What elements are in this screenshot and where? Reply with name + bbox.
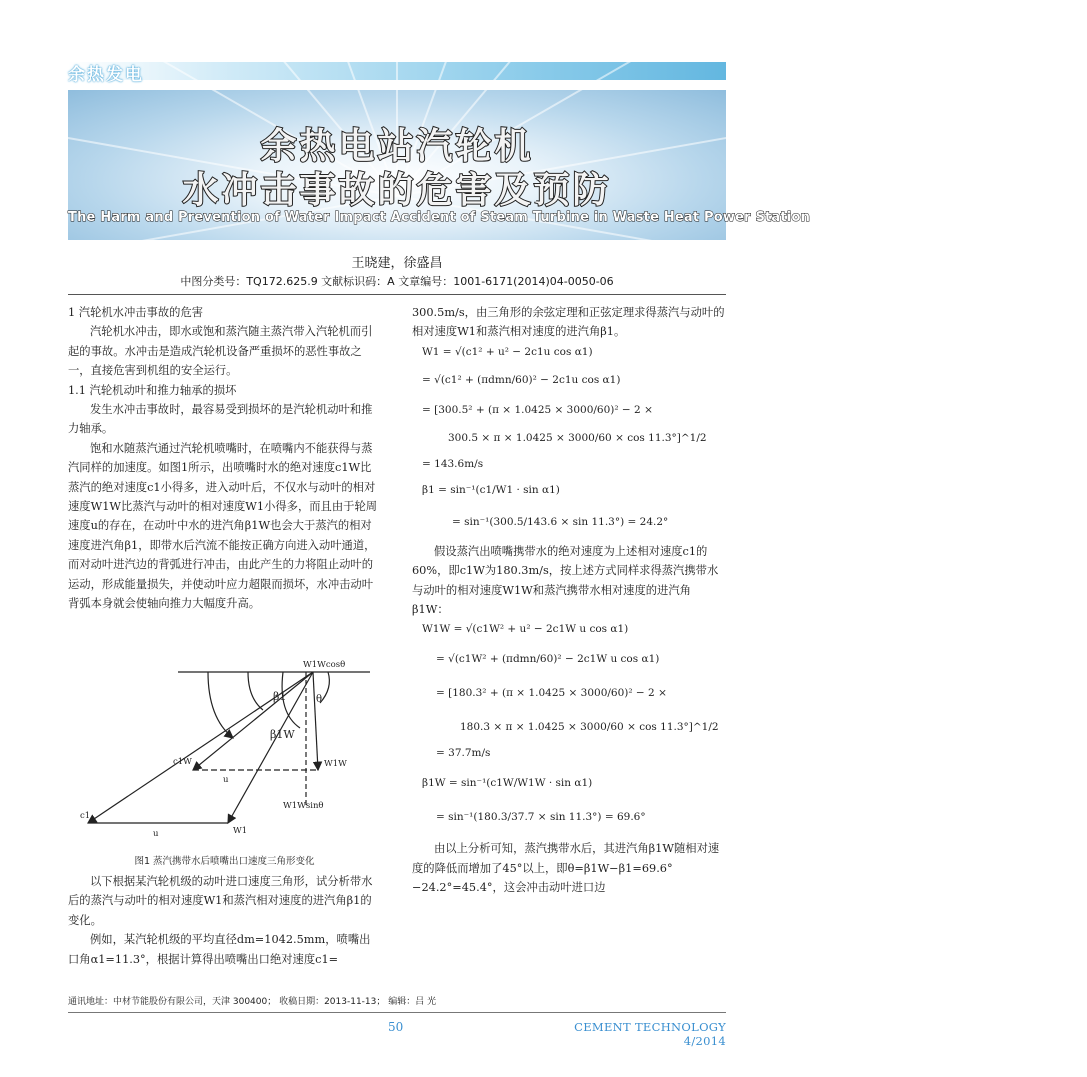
paragraph-4: 以下根据某汽轮机级的动叶进口速度三角形，试分析带水后的蒸汽与动叶的相对速度W1和蒸汽相对速度的进汽角β1的变化。 <box>68 875 373 927</box>
equation-w1w-numeric-a: = [180.3² + (π × 1.0425 × 3000/60)² − 2 × <box>436 687 667 700</box>
equation-w1w-expanded: = √(c1W² + (πdmn/60)² − 2c1W u cos α1) <box>436 653 660 666</box>
equation-w1w: W1W = √(c1W² + u² − 2c1W u cos α1) <box>422 623 629 636</box>
authors: 王晓建，徐盛昌 <box>351 256 443 271</box>
label-sin: W1Wsinθ <box>283 801 324 811</box>
left-column-top <box>68 303 381 614</box>
label-u-mid: u <box>223 775 229 785</box>
left-column-bottom <box>68 872 381 969</box>
section-heading-1: 1 汽轮机水冲击事故的危害 <box>68 306 204 319</box>
equation-beta1w-result: = sin⁻¹(180.3/37.7 × sin 11.3°) = 69.6° <box>436 811 646 824</box>
title-line-1: 余热电站汽轮机 <box>260 126 534 167</box>
classification-meta: 中图分类号：TQ172.625.9 文献标识码：A 文章编号：1001-6171(2014)04-0050-06 <box>180 275 614 288</box>
paragraph-5: 例如，某汽轮机级的平均直径dm=1042.5mm，喷嘴出口角α1=11.3°，根据计算得出喷嘴出口绝对速度c1= <box>68 933 371 966</box>
section-label: 余热发电 <box>68 65 144 85</box>
equation-beta1: β1 = sin⁻¹(c1/W1 · sin α1) <box>422 483 560 496</box>
equation-w1-numeric-b: 300.5 × π × 1.0425 × 3000/60 × cos 11.3°]^1/2 <box>448 431 707 444</box>
journal-name: CEMENT TECHNOLOGY 4/2014 <box>574 1020 726 1048</box>
paragraph-2: 发生水冲击事故时，最容易受到损坏的是汽轮机动叶和推力轴承。 <box>68 403 373 436</box>
title-line-2: 水冲击事故的危害及预防 <box>182 170 612 211</box>
section-heading-1-1: 1.1 汽轮机动叶和推力轴承的损坏 <box>68 383 237 397</box>
title-banner <box>68 90 811 240</box>
equation-w1: W1 = √(c1² + u² − 2c1u cos α1) <box>422 345 593 358</box>
equation-beta1-result: = sin⁻¹(300.5/143.6 × sin 11.3°) = 24.2° <box>452 515 669 528</box>
paragraph-r3: 由以上分析可知，蒸汽携带水后，其进汽角β1W随相对速度的降低而增加了45°以上，即θ=β1W−β1=69.6°−24.2°=45.4°，这会冲击动叶进口边 <box>412 842 720 895</box>
label-c1w: c1W <box>173 757 192 767</box>
label-w1w: W1W <box>324 759 347 769</box>
beta1-inner-arc <box>248 672 263 710</box>
paragraph-1: 汽轮机水冲击，即水或饱和蒸汽随主蒸汽带入汽轮机而引起的事故。水冲击是造成汽轮机设备严重损坏的恶性事故之一，直接危害到机组的安全运行。 <box>68 325 373 378</box>
label-u-bottom: u <box>153 829 159 839</box>
right-column <box>412 303 726 898</box>
header-divider <box>68 294 726 295</box>
paragraph-r1: 300.5m/s，由三角形的余弦定理和正弦定理求得蒸汽与动叶的相对速度W1和蒸汽相对速度的进汽角β1。 <box>412 306 725 339</box>
equation-w1w-numeric-b: 180.3 × π × 1.0425 × 3000/60 × cos 11.3°]^1/2 <box>460 721 719 734</box>
equation-w1-numeric-a: = [300.5² + (π × 1.0425 × 3000/60)² − 2 × <box>422 403 653 416</box>
equation-w1-expanded: = √(c1² + (πdmn/60)² − 2c1u cos α1) <box>422 373 621 386</box>
equation-w1-result: = 143.6m/s <box>422 457 484 470</box>
page-number: 50 <box>388 1020 404 1034</box>
label-c1: c1 <box>80 811 91 821</box>
footer-rule <box>68 1012 726 1013</box>
velocity-triangle-figure <box>78 658 370 838</box>
english-title: The Harm and Prevention of Water Impact Accident of Steam Turbine in Waste Heat Power Station <box>68 210 811 225</box>
equation-beta1w: β1W = sin⁻¹(c1W/W1W · sin α1) <box>422 777 593 790</box>
paragraph-r2: 假设蒸汽出喷嘴携带水的绝对速度为上述相对速度c1的60%，即c1W为180.3m/s，按上述方式同样求得蒸汽携带水与动叶的相对速度W1W和蒸汽携带水相对速度的进汽角β1W： <box>412 544 719 617</box>
label-beta1: β1 <box>273 690 287 703</box>
equation-w1w-result: = 37.7m/s <box>436 747 491 760</box>
w1w-vector <box>313 672 318 770</box>
label-top: W1Wcosθ <box>303 660 346 670</box>
label-beta1w: β1W <box>270 728 295 741</box>
label-w1: W1 <box>233 826 248 836</box>
figure-caption: 图1 蒸汽携带水后喷嘴出口速度三角形变化 <box>134 856 315 867</box>
paragraph-3: 饱和水随蒸汽通过汽轮机喷嘴时，在喷嘴内不能获得与蒸汽同样的加速度。如图1所示，出喷嘴时水的绝对速度c1W比蒸汽的绝对速度c1小得多，进入动叶后，不仅水与动叶的相对速度W1W比蒸汽与动叶的相对速度W1小得多，而且由于轮周速度u的存在，在动叶中水的进汽角β1W也会大于蒸汽的相对速度进汽角β1，即带水后汽流不能按正确方向进入动叶通道，而对动叶进汽边的背弧进行冲击，由此产生的力将阻止动叶的运动，形成能量损失，并使动叶应力超限而损坏，水冲击动叶背弧本身就会使轴向推力大幅度升高。 <box>68 441 378 611</box>
footer-note: 通讯地址：中材节能股份有限公司，天津 300400； 收稿日期：2013-11-13； 编辑：吕 光 <box>68 997 437 1007</box>
label-theta: θ <box>316 694 323 705</box>
c1w-vector <box>193 672 313 770</box>
